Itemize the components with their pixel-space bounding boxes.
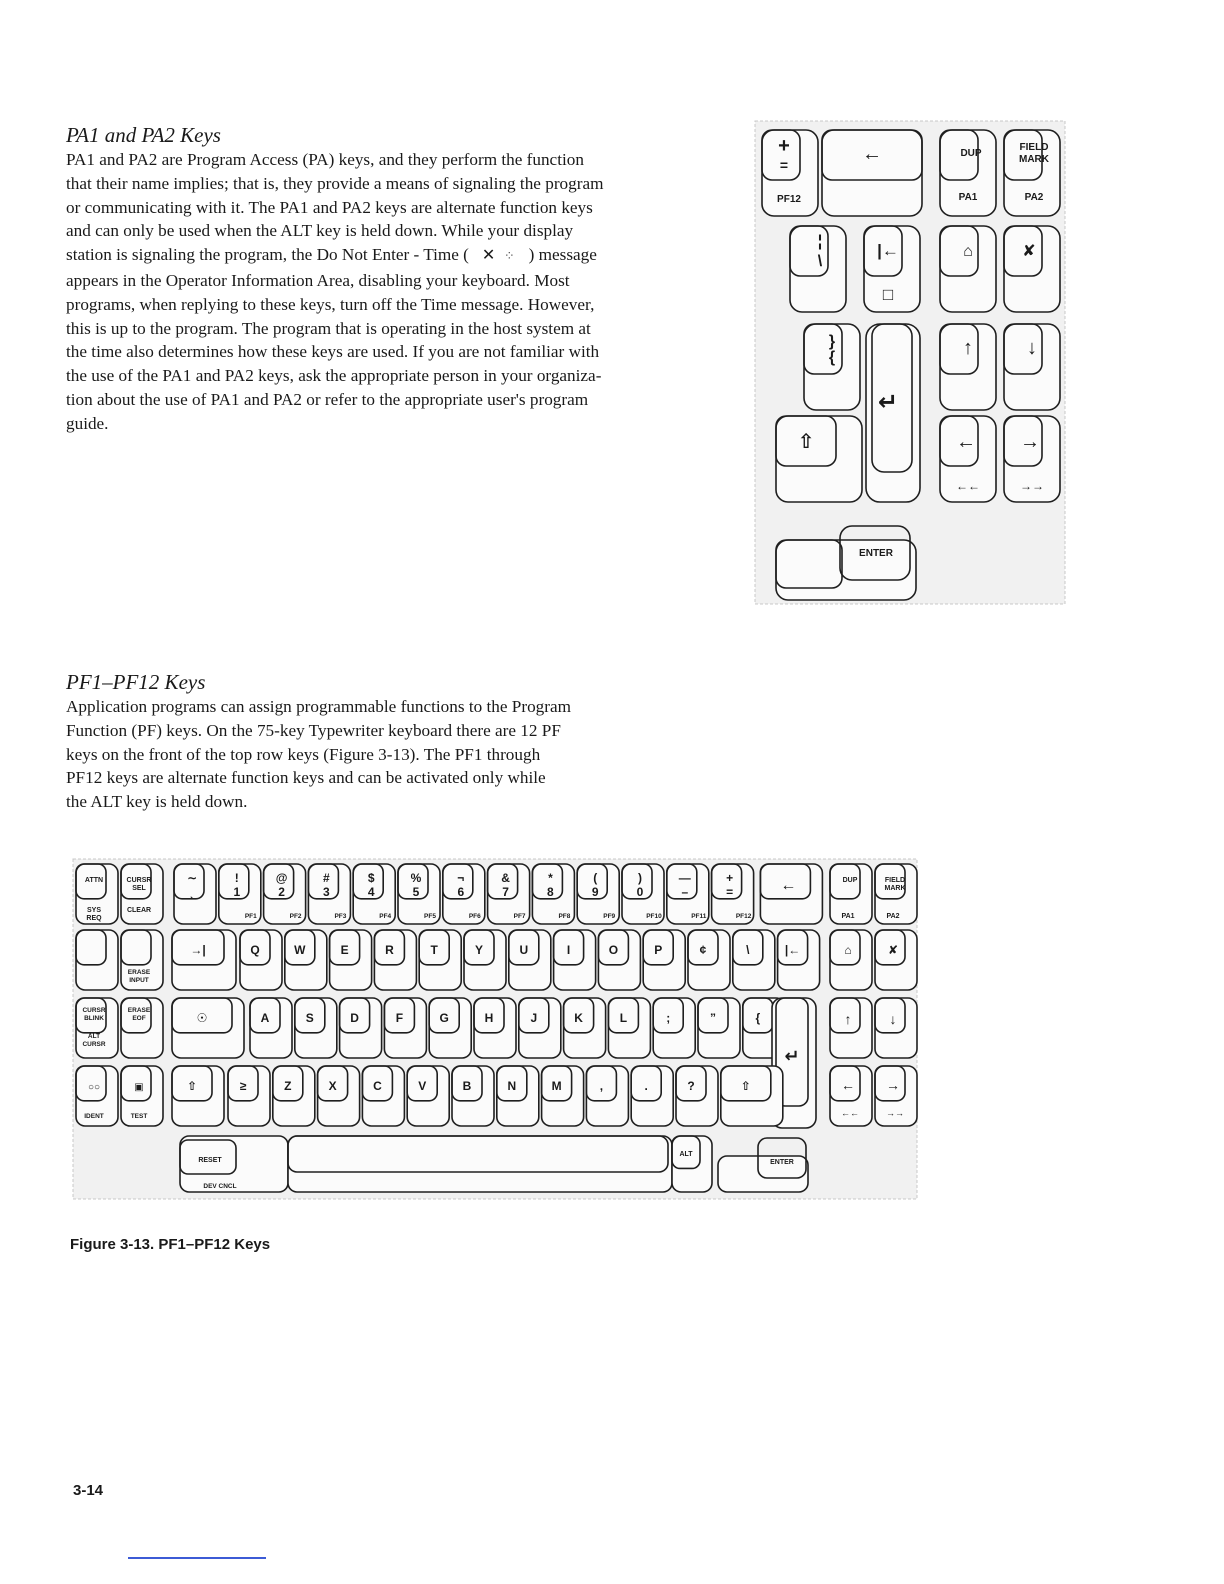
key-label: ≥ xyxy=(239,1079,247,1093)
key-delete xyxy=(875,930,917,990)
key-label: ENTER xyxy=(859,548,893,559)
key-label: ENTER xyxy=(770,1159,794,1166)
key-row1-3 xyxy=(308,864,350,924)
key-cursr-sel xyxy=(121,864,163,924)
key-label: ˎ xyxy=(190,885,194,899)
key-label: 7 xyxy=(502,885,509,899)
key-label: |← xyxy=(784,943,801,957)
key-row4-10 xyxy=(631,1066,673,1126)
key-cursor-down xyxy=(1004,324,1060,410)
down-arrow-icon: ↓ xyxy=(1027,337,1037,359)
down-arrow-icon: ↓ xyxy=(889,1011,897,1027)
key-home xyxy=(830,930,872,990)
key-label: Y xyxy=(474,943,484,957)
key-label: @ xyxy=(275,871,288,885)
key-row4-6 xyxy=(452,1066,494,1126)
text-line: PF12 keys are alternate function keys and can be activated only while xyxy=(66,768,546,788)
key-label: = xyxy=(726,885,734,899)
side-keypad-figure xyxy=(754,120,1066,605)
text-line: and can only be used when the ALT key is held down. While your display xyxy=(66,221,574,241)
key-alt xyxy=(672,1136,712,1192)
key-cursor-up xyxy=(830,998,872,1058)
key-label: PA1 xyxy=(958,192,978,203)
key-label: PF12 xyxy=(735,913,752,920)
key-label: + xyxy=(726,871,734,885)
footer-rule xyxy=(128,1557,266,1559)
key-pa1 xyxy=(830,864,872,924)
right-arrow-icon: → xyxy=(886,1077,900,1093)
key-label: RESET xyxy=(198,1157,222,1164)
key-row4-8 xyxy=(542,1066,584,1126)
key-label: PF10 xyxy=(646,913,662,920)
key-label: D xyxy=(350,1011,359,1025)
text-line: the time also determines how these keys are used. If you are not familiar with xyxy=(66,342,600,362)
key-attn xyxy=(76,864,118,924)
key-row4-11 xyxy=(676,1066,718,1126)
key-row2-6 xyxy=(464,930,506,990)
text-line: appears in the Operator Information Area, disabling your keyboard. Most xyxy=(66,270,570,290)
key-reset xyxy=(180,1136,288,1192)
key-home xyxy=(940,226,996,312)
heading-pf-keys: PF1–PF12 Keys xyxy=(66,670,206,694)
key-row3-10 xyxy=(653,998,695,1058)
key-label: EOF xyxy=(132,1015,146,1022)
key-row1-1 xyxy=(219,864,261,924)
key-row3-6 xyxy=(474,998,516,1058)
newline-icon: ↵ xyxy=(784,1046,800,1066)
key-label: A xyxy=(260,1011,270,1025)
key-row1-4 xyxy=(353,864,395,924)
key-braces xyxy=(804,324,860,410)
key-label: FIELD xyxy=(884,877,906,884)
key-row3-7 xyxy=(519,998,561,1058)
key-label: ¢ xyxy=(699,943,707,957)
key-row4-1 xyxy=(228,1066,270,1126)
text-line: guide. xyxy=(66,413,109,433)
text-line: Application programs can assign programmable functions to the Program xyxy=(66,697,572,716)
key-label: 2 xyxy=(278,885,285,899)
key-label: X xyxy=(328,1079,337,1093)
text-line: tion about the use of PA1 and PA2 or refer to the appropriate user's program xyxy=(66,389,589,409)
text-line: programs, when replying to these keys, turn off the Time message. However, xyxy=(66,294,595,314)
key-label: ALT xyxy=(87,1033,101,1040)
key-label: ERASE xyxy=(127,1007,151,1014)
key-row2-7 xyxy=(509,930,551,990)
key-label: CURSR xyxy=(82,1041,106,1048)
key-label: 4 xyxy=(367,885,375,899)
key-row1-9 xyxy=(577,864,619,924)
key-row1-6 xyxy=(443,864,485,924)
key-label: Q xyxy=(250,943,260,957)
fast-right-icon: →→ xyxy=(886,1108,904,1118)
key-label: PF7 xyxy=(513,913,526,920)
key-label: ALT xyxy=(679,1151,693,1158)
key-row2-9 xyxy=(598,930,640,990)
key-ident xyxy=(76,1066,118,1126)
fast-right-icon: →→ xyxy=(1020,479,1044,493)
key-row3-5 xyxy=(429,998,471,1058)
key-label: PF4 xyxy=(379,913,392,920)
key-label: K xyxy=(574,1011,583,1025)
key-plus-equals xyxy=(762,130,818,216)
key-row4-4 xyxy=(362,1066,404,1126)
key-cursor-left xyxy=(830,1066,872,1126)
key-label: + xyxy=(778,135,790,157)
key-label: W xyxy=(294,943,306,957)
right-arrow-icon: → xyxy=(1020,431,1040,453)
key-label: \ xyxy=(817,253,823,270)
key-label: ¦ xyxy=(817,233,823,250)
key-label: CLEAR xyxy=(126,907,152,914)
key-label: ? xyxy=(687,1079,695,1093)
shift-icon: ⇧ xyxy=(740,1079,751,1093)
key-label: ERASE xyxy=(127,969,151,976)
key-row2-0 xyxy=(172,930,236,990)
key-label: ! xyxy=(234,871,239,885)
key-label: 0 xyxy=(636,885,644,899)
key-row1-12 xyxy=(712,864,754,924)
key-row3-2 xyxy=(295,998,337,1058)
key-label: 9 xyxy=(591,885,599,899)
key-label: SEL xyxy=(132,885,146,892)
key-backtab xyxy=(864,226,920,312)
key-label: { xyxy=(828,349,836,366)
key-label: ) xyxy=(638,871,642,885)
key-row2-5 xyxy=(419,930,461,990)
key-label: ∼ xyxy=(186,871,198,885)
fast-left-icon: ←← xyxy=(841,1108,859,1118)
key-erase-input xyxy=(121,930,163,990)
key-label: M xyxy=(551,1079,562,1093)
key-label: PF11 xyxy=(691,913,707,920)
key-row1-2 xyxy=(264,864,306,924)
key-label: % xyxy=(410,871,422,885)
key-label: MARK xyxy=(884,885,906,892)
key-label: U xyxy=(519,943,529,957)
key-label: ATTN xyxy=(84,877,104,884)
key-erase-eof xyxy=(121,998,163,1058)
key-row2-3 xyxy=(330,930,372,990)
key-cursor-left xyxy=(940,416,996,502)
key-label: & xyxy=(501,871,510,885)
key-label: C xyxy=(373,1079,382,1093)
key-label: \ xyxy=(746,943,750,957)
text-line: or communicating with it. The PA1 and PA2 keys are alternate function keys xyxy=(66,197,593,217)
key-row1-8 xyxy=(532,864,574,924)
key-bar-backslash xyxy=(790,226,846,312)
key-label: I xyxy=(566,943,571,957)
text-line: this is up to the program. The program that is operating in the host system at xyxy=(66,318,591,338)
text-line: that their name implies; that is, they provide a means of signaling the program xyxy=(66,173,604,193)
key-label: B xyxy=(462,1079,472,1093)
key-label: INPUT xyxy=(129,977,149,984)
key-label: REQ xyxy=(86,915,102,922)
key-row4-9 xyxy=(586,1066,628,1126)
key-label: PF8 xyxy=(558,913,571,920)
key-row3-8 xyxy=(564,998,606,1058)
key-label: CURSR xyxy=(82,1007,106,1014)
text-line: keys on the front of the top row keys (Figure 3-13). The PF1 through xyxy=(66,744,541,764)
key-label: DEV CNCL xyxy=(203,1183,237,1190)
key-backspace xyxy=(760,864,822,924)
key-row2-11 xyxy=(688,930,730,990)
key-row3-3 xyxy=(340,998,382,1058)
newline-icon: ↵ xyxy=(877,389,899,416)
key-label: F xyxy=(395,1011,404,1025)
key-shift xyxy=(776,416,862,502)
key-label: S xyxy=(305,1011,314,1025)
key-row2-8 xyxy=(554,930,596,990)
key-row4-2 xyxy=(273,1066,315,1126)
key-label: 3 xyxy=(323,885,330,899)
key-label: – xyxy=(681,885,689,899)
key-row4-5 xyxy=(407,1066,449,1126)
key-row4-0 xyxy=(172,1066,224,1126)
key-row4-7 xyxy=(497,1066,539,1126)
key-label: SYS xyxy=(86,907,102,914)
key-label: Z xyxy=(284,1079,292,1093)
key-row1-0 xyxy=(174,864,216,924)
key-row1-11 xyxy=(667,864,709,924)
left-arrow-icon: ← xyxy=(956,431,976,453)
key-label: CURSR xyxy=(126,877,152,884)
key-label: DUP xyxy=(842,877,858,884)
key-label: H xyxy=(484,1011,494,1025)
page-number: 3-14 xyxy=(73,1482,104,1499)
key-row3-11 xyxy=(698,998,740,1058)
home-icon: ⌂ xyxy=(963,243,973,260)
key-label: ← xyxy=(862,143,882,165)
key-label: IDENT xyxy=(84,1113,104,1120)
key-label: MARK xyxy=(1019,154,1049,165)
key-cursor-right xyxy=(875,1066,917,1126)
key-label: T xyxy=(430,943,438,957)
key-row2-12 xyxy=(733,930,775,990)
erase-icon: □ xyxy=(882,285,894,304)
key-label: P xyxy=(654,943,663,957)
key-label: N xyxy=(507,1079,517,1093)
text-line: Function (PF) keys. On the 75-key Typewriter keyboard there are 12 PF xyxy=(66,720,561,740)
key-cursor-up xyxy=(940,324,996,410)
key-label: L xyxy=(619,1011,628,1025)
key-label: — xyxy=(678,871,691,885)
text-line: the use of the PA1 and PA2 keys, ask the appropriate person in your organiza- xyxy=(66,366,602,386)
text-segment: ) message xyxy=(528,245,597,265)
key-row4-3 xyxy=(318,1066,360,1126)
shift-icon: ⇧ xyxy=(797,431,815,453)
key-label: PF2 xyxy=(289,913,302,920)
key-row4-12 xyxy=(721,1066,783,1126)
up-arrow-icon: ↑ xyxy=(963,337,973,359)
key-label: { xyxy=(755,1011,761,1025)
key-label: PF3 xyxy=(334,913,347,920)
key-label: DUP xyxy=(960,148,982,159)
text-segment: station is signaling the program, the Do Not Enter - Time ( xyxy=(66,245,469,265)
key-backspace xyxy=(822,130,922,216)
delete-icon: ✘ xyxy=(887,943,899,957)
key-label: J xyxy=(530,1011,538,1025)
key-label: PA1 xyxy=(841,913,855,920)
key-row2-2 xyxy=(285,930,327,990)
shift-icon: ⇧ xyxy=(186,1079,198,1093)
key-row2-13 xyxy=(778,930,820,990)
key-pa2 xyxy=(875,864,917,924)
key-label: PF12 xyxy=(777,194,801,205)
key-label: V xyxy=(418,1079,427,1093)
text-line: the ALT key is held down. xyxy=(66,792,248,812)
left-arrow-icon: ← xyxy=(841,1077,855,1093)
key-space xyxy=(288,1136,672,1192)
key-row3-0 xyxy=(172,998,244,1058)
key-test xyxy=(121,1066,163,1126)
key-label: = xyxy=(779,157,789,173)
key-label: PF6 xyxy=(468,913,481,920)
home-icon: ⌂ xyxy=(844,943,852,957)
key-label: $ xyxy=(367,871,375,885)
key-row1-7 xyxy=(488,864,530,924)
keyboard-figure xyxy=(72,858,918,1200)
fast-left-icon: ←← xyxy=(956,479,980,493)
heading-pa-keys: PA1 and PA2 Keys xyxy=(66,123,221,147)
backspace-icon: ← xyxy=(780,877,797,894)
delete-icon: ✘ xyxy=(1022,243,1036,260)
key-blank xyxy=(76,930,118,990)
key-label: FIELD xyxy=(1019,142,1049,153)
key-label: PA2 xyxy=(1024,192,1044,203)
paragraph-pf-keys xyxy=(66,695,706,814)
text-line: PA1 and PA2 are Program Access (PA) keys, and they perform the function xyxy=(66,150,584,169)
key-label: G xyxy=(439,1011,449,1025)
key-row2-10 xyxy=(643,930,685,990)
key-label: ( xyxy=(593,871,598,885)
key-label: ” xyxy=(710,1011,716,1025)
key-cursr-blink xyxy=(76,998,118,1058)
key-dup-pa1 xyxy=(940,130,996,216)
text-line xyxy=(66,243,706,269)
key-row2-1 xyxy=(240,930,282,990)
up-arrow-icon: ↑ xyxy=(844,1011,852,1027)
key-label: 6 xyxy=(457,885,465,899)
test-icon: ▣ xyxy=(134,1082,144,1093)
key-label: } xyxy=(828,333,836,350)
key-label: # xyxy=(323,871,330,885)
key-label: →| xyxy=(190,943,206,957)
key-label: O xyxy=(608,943,619,957)
do-not-enter-icon: ✕ xyxy=(481,245,496,265)
key-fieldmark-pa2 xyxy=(1004,130,1060,216)
ident-icon: ○○ xyxy=(87,1082,101,1093)
key-label: , xyxy=(599,1079,604,1093)
key-label: ☉ xyxy=(196,1011,208,1025)
key-label: . xyxy=(644,1079,648,1093)
key-label: ¬ xyxy=(457,871,465,885)
key-label: 5 xyxy=(412,885,420,899)
key-label: PA2 xyxy=(886,913,900,920)
key-label: 8 xyxy=(547,885,554,899)
key-row3-4 xyxy=(384,998,426,1058)
paragraph-pa-keys xyxy=(66,148,706,436)
key-label: PF5 xyxy=(424,913,436,920)
key-label: TEST xyxy=(130,1113,148,1120)
key-row3-1 xyxy=(250,998,292,1058)
key-label: |← xyxy=(877,241,899,260)
key-row2-4 xyxy=(374,930,416,990)
key-label: ; xyxy=(666,1011,671,1025)
key-label: E xyxy=(340,943,349,957)
key-newline xyxy=(866,324,920,502)
key-cursor-right xyxy=(1004,416,1060,502)
key-row1-10 xyxy=(622,864,664,924)
key-row3-9 xyxy=(608,998,650,1058)
key-label: PF1 xyxy=(244,913,257,920)
key-label: BLINK xyxy=(84,1015,104,1022)
clock-icon: ⁘ xyxy=(503,249,516,265)
figure-caption: Figure 3-13. PF1–PF12 Keys xyxy=(70,1236,271,1253)
key-label: * xyxy=(548,871,553,885)
key-label: 1 xyxy=(233,885,241,899)
key-label: PF9 xyxy=(603,913,616,920)
key-row1-5 xyxy=(398,864,440,924)
key-label: R xyxy=(385,943,394,957)
key-delete xyxy=(1004,226,1060,312)
key-cursor-down xyxy=(875,998,917,1058)
